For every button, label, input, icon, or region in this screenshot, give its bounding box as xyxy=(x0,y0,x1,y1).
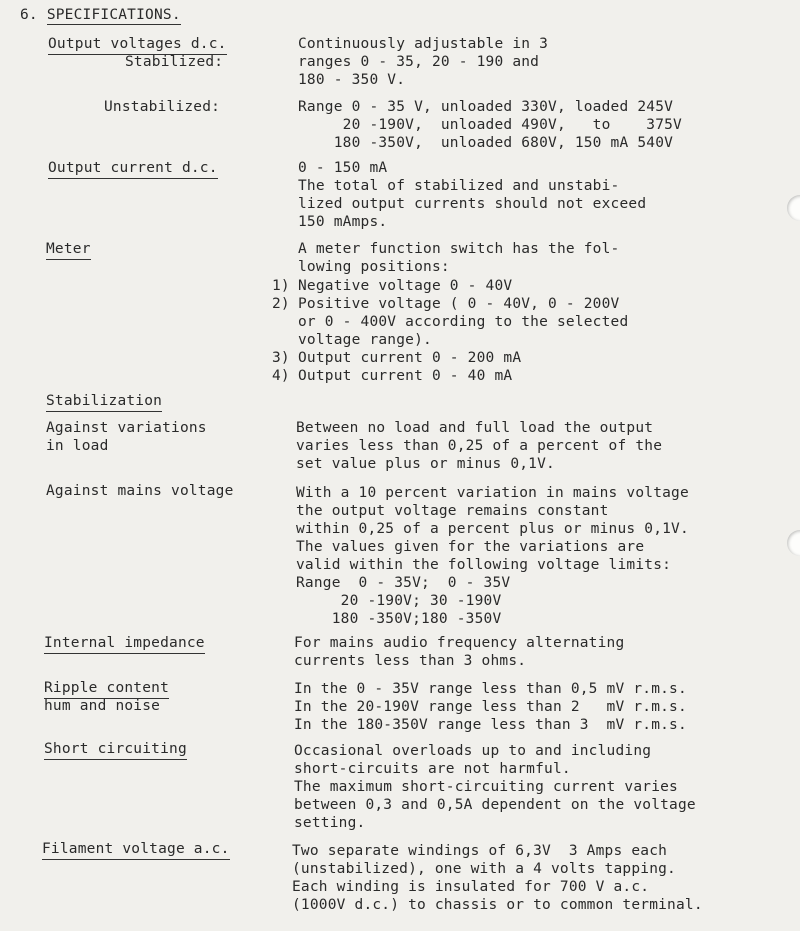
meter-position-text: or 0 - 400V according to the selected xyxy=(298,314,629,330)
meter-position-text: Output current 0 - 40 mA xyxy=(298,368,513,384)
short-circuiting-line: Occasional overloads up to and including xyxy=(294,743,652,759)
short-circuiting-line: The maximum short-circuiting current varies xyxy=(294,779,678,795)
ripple-label: hum and noise xyxy=(44,698,161,714)
unstabilized-line: 180 -350V, unloaded 680V, 150 mA 540V xyxy=(298,135,674,151)
stabilized-line: Continuously adjustable in 3 xyxy=(298,36,549,52)
ripple-label: Ripple content xyxy=(44,679,169,699)
filament-line: (1000V d.c.) to chassis or to common terminal. xyxy=(292,897,703,913)
output-voltages-label: Output voltages d.c. xyxy=(48,35,227,55)
filament-line: Each winding is insulated for 700 V a.c. xyxy=(292,879,650,895)
against-mains-line: With a 10 percent variation in mains voltage xyxy=(296,485,689,501)
ripple-line: In the 0 - 35V range less than 0,5 mV r.m.s. xyxy=(294,681,687,697)
against-mains-label: Against mains voltage xyxy=(46,483,234,499)
punch-hole xyxy=(787,530,800,556)
output-current-label: Output current d.c. xyxy=(48,159,218,179)
output-current-line: 150 mAmps. xyxy=(298,214,388,230)
meter-position-text: Negative voltage 0 - 40V xyxy=(298,278,513,294)
filament-line: Two separate windings of 6,3V 3 Amps each xyxy=(292,843,668,859)
against-mains-line: The values given for the variations are xyxy=(296,539,645,555)
punch-hole xyxy=(787,195,800,221)
section-heading xyxy=(20,6,181,24)
meter-position-num: 2) xyxy=(272,296,290,312)
unstabilized-line: Range 0 - 35 V, unloaded 330V, loaded 245V xyxy=(298,99,674,115)
section-number: 6. xyxy=(20,7,38,23)
against-load-line: Between no load and full load the output xyxy=(296,420,654,436)
stabilization-label: Stabilization xyxy=(46,392,162,412)
output-current-line: The total of stabilized and unstabi- xyxy=(298,178,620,194)
meter-label: Meter xyxy=(46,240,91,260)
against-mains-line: Range 0 - 35V; 0 - 35V xyxy=(296,575,511,591)
against-mains-line: within 0,25 of a percent plus or minus 0,1V. xyxy=(296,521,689,537)
meter-position-num: 1) xyxy=(272,278,290,294)
section-title: SPECIFICATIONS. xyxy=(46,7,181,23)
against-load-label: Against variations xyxy=(46,420,207,436)
meter-line: A meter function switch has the fol- xyxy=(298,241,620,257)
meter-position-num: 4) xyxy=(272,368,290,384)
meter-position-text: Positive voltage ( 0 - 40V, 0 - 200V xyxy=(298,296,620,312)
filament-line: (unstabilized), one with a 4 volts tapping. xyxy=(292,861,676,877)
against-mains-line: 180 -350V;180 -350V xyxy=(296,611,502,627)
ripple-line: In the 180-350V range less than 3 mV r.m.s. xyxy=(294,717,687,733)
output-current-line: 0 - 150 mA xyxy=(298,160,388,176)
stabilized-label: Stabilized: xyxy=(125,54,224,70)
against-load-label: in load xyxy=(46,438,109,454)
filament-label: Filament voltage a.c. xyxy=(42,840,230,860)
against-mains-line: 20 -190V; 30 -190V xyxy=(296,593,502,609)
short-circuiting-line: short-circuits are not harmful. xyxy=(294,761,571,777)
meter-position-text: voltage range). xyxy=(298,332,432,348)
against-mains-line: valid within the following voltage limits: xyxy=(296,557,672,573)
ripple-line: In the 20-190V range less than 2 mV r.m.s. xyxy=(294,699,687,715)
stabilized-line: 180 - 350 V. xyxy=(298,72,406,88)
short-circuiting-line: setting. xyxy=(294,815,366,831)
unstabilized-line: 20 -190V, unloaded 490V, to 375V xyxy=(298,117,682,133)
internal-impedance-line: For mains audio frequency alternating xyxy=(294,635,625,651)
stabilized-line: ranges 0 - 35, 20 - 190 and xyxy=(298,54,540,70)
output-current-line: lized output currents should not exceed xyxy=(298,196,647,212)
short-circuiting-line: between 0,3 and 0,5A dependent on the voltage xyxy=(294,797,696,813)
short-circuiting-label: Short circuiting xyxy=(44,740,187,760)
meter-position-num: 3) xyxy=(272,350,290,366)
internal-impedance-line: currents less than 3 ohms. xyxy=(294,653,527,669)
meter-position-text: Output current 0 - 200 mA xyxy=(298,350,522,366)
against-mains-line: the output voltage remains constant xyxy=(296,503,609,519)
against-load-line: set value plus or minus 0,1V. xyxy=(296,456,555,472)
against-load-line: varies less than 0,25 of a percent of the xyxy=(296,438,663,454)
meter-line: lowing positions: xyxy=(298,259,450,275)
internal-impedance-label: Internal impedance xyxy=(44,634,205,654)
unstabilized-label: Unstabilized: xyxy=(104,99,221,115)
